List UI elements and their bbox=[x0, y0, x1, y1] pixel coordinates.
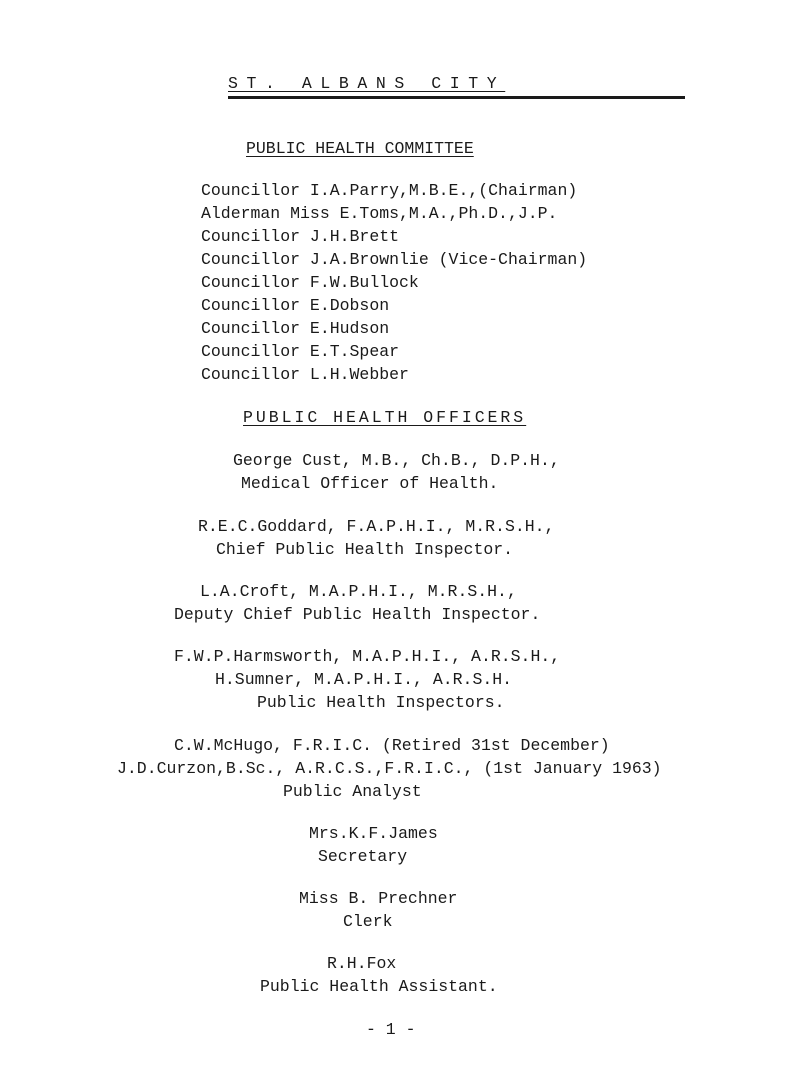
officers-heading: PUBLIC HEALTH OFFICERS bbox=[243, 408, 527, 427]
committee-member: Councillor F.W.Bullock bbox=[201, 273, 419, 292]
secretary-title: Secretary bbox=[318, 847, 408, 866]
cphi-name: R.E.C.Goddard, F.A.P.H.I., M.R.S.H., bbox=[198, 517, 555, 536]
cphi-title: Chief Public Health Inspector. bbox=[216, 540, 514, 559]
moh-name: George Cust, M.B., Ch.B., D.P.H., bbox=[233, 451, 560, 470]
committee-member: Councillor E.T.Spear bbox=[201, 342, 400, 361]
secretary-name: Mrs.K.F.James bbox=[309, 824, 438, 843]
phi-title: Public Health Inspectors. bbox=[257, 693, 505, 712]
analyst-name: J.D.Curzon,B.Sc., A.R.C.S.,F.R.I.C., (1st January 1963) bbox=[117, 759, 662, 778]
committee-member: Councillor J.H.Brett bbox=[201, 227, 400, 246]
pha-title: Public Health Assistant. bbox=[260, 977, 498, 996]
phi-name: H.Sumner, M.A.P.H.I., A.R.S.H. bbox=[215, 670, 513, 689]
committee-member: Councillor E.Hudson bbox=[201, 319, 390, 338]
pha-name: R.H.Fox bbox=[327, 954, 397, 973]
analyst-name: C.W.McHugo, F.R.I.C. (Retired 31st December) bbox=[174, 736, 610, 755]
title-rule bbox=[228, 96, 685, 99]
committee-member: Councillor J.A.Brownlie (Vice-Chairman) bbox=[201, 250, 588, 269]
committee-member: Alderman Miss E.Toms,M.A.,Ph.D.,J.P. bbox=[201, 204, 558, 223]
clerk-name: Miss B. Prechner bbox=[299, 889, 458, 908]
committee-member: Councillor I.A.Parry,M.B.E.,(Chairman) bbox=[201, 181, 578, 200]
clerk-title: Clerk bbox=[343, 912, 393, 931]
committee-member: Councillor L.H.Webber bbox=[201, 365, 409, 384]
page-number: - 1 - bbox=[366, 1020, 416, 1039]
dcphi-title: Deputy Chief Public Health Inspector. bbox=[174, 605, 541, 624]
committee-heading: PUBLIC HEALTH COMMITTEE bbox=[246, 139, 474, 158]
analyst-title: Public Analyst bbox=[283, 782, 422, 801]
page-title: ST. ALBANS CITY bbox=[228, 74, 506, 93]
committee-member: Councillor E.Dobson bbox=[201, 296, 390, 315]
dcphi-name: L.A.Croft, M.A.P.H.I., M.R.S.H., bbox=[200, 582, 517, 601]
moh-title: Medical Officer of Health. bbox=[241, 474, 499, 493]
phi-name: F.W.P.Harmsworth, M.A.P.H.I., A.R.S.H., bbox=[174, 647, 561, 666]
